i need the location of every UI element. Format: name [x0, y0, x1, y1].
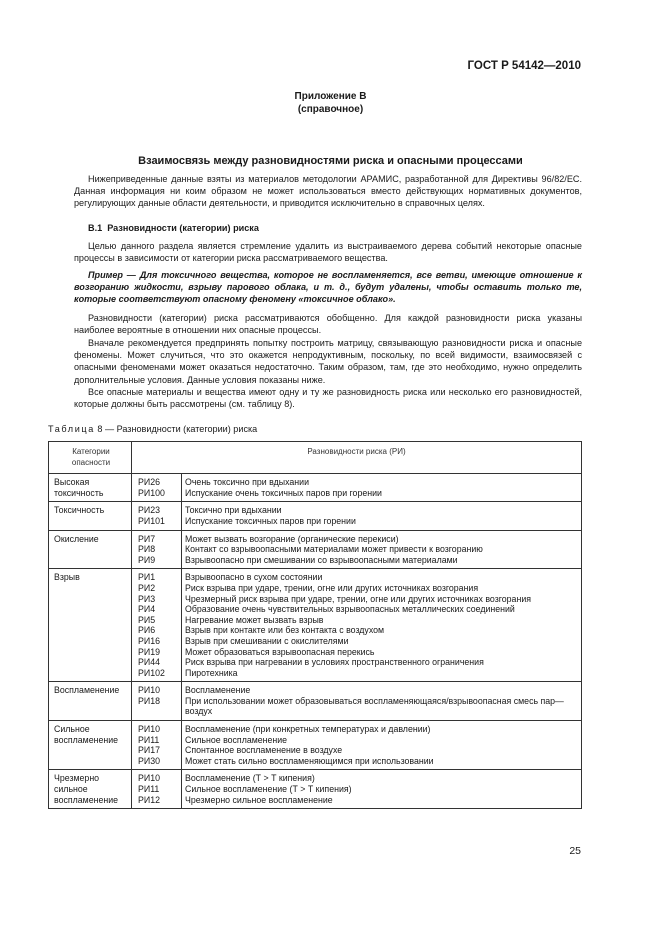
appendix-title: Взаимосвязь между разновидностями риска и опасными процессами	[138, 155, 523, 167]
risk-descriptions-cell	[182, 569, 582, 682]
risk-code: РИ100	[138, 487, 165, 498]
risk-descriptions-cell	[182, 530, 582, 569]
risk-code: РИ16	[138, 635, 160, 646]
section-title: Разновидности (категории) риска	[107, 223, 259, 233]
intro-paragraph: Нижеприведенные данные взяты из материалов методологии АРАМИС, разработанной для Директивы 96/82/ЕС. Данная информация ни коим образом не может использоваться вместо действующих нормативных документов, регулирующих данные области деятельности, и приводится исключительно в справочных целях.	[74, 174, 582, 209]
page-number: 25	[569, 845, 581, 857]
risk-description: Воспламенение (Т > Т кипения)	[185, 773, 315, 784]
risk-description: Риск взрыва при нагревании в условиях пространственного ограничения	[185, 657, 484, 668]
risk-code: РИ12	[138, 794, 160, 805]
hazard-category-cell: Воспламенение	[49, 682, 132, 721]
table-row	[49, 682, 582, 721]
risk-description: Чрезмерный риск взрыва при ударе, трении, огне или других источниках возгорания	[185, 593, 531, 604]
risk-description: Спонтанное воспламенение в воздухе	[185, 745, 343, 756]
risk-description: Чрезмерно сильное воспламенение	[185, 794, 333, 805]
risk-code: РИ7	[138, 533, 156, 544]
risk-code: РИ11	[138, 784, 160, 795]
hazard-category-cell: Токсичность	[49, 502, 132, 530]
section-number: В.1	[88, 223, 103, 233]
risk-codes-cell	[132, 569, 182, 682]
risk-description: Испускание очень токсичных паров при горении	[185, 487, 382, 498]
hazard-category-cell: Окисление	[49, 530, 132, 569]
header-hazard-category: Категории опасности	[49, 442, 132, 474]
risk-descriptions-cell	[182, 502, 582, 530]
table-row	[49, 502, 582, 530]
risk-description: Очень токсично при вдыхании	[185, 477, 309, 488]
risk-code: РИ30	[138, 755, 160, 766]
risk-code: РИ10	[138, 685, 160, 696]
risk-description: Может стать сильно воспламеняющимся при использовании	[185, 755, 434, 766]
risk-code: РИ102	[138, 667, 165, 678]
risk-code: РИ1	[138, 572, 156, 583]
section-heading	[74, 222, 582, 234]
table-row	[49, 474, 582, 502]
risk-code: РИ8	[138, 544, 156, 555]
table-caption	[48, 424, 257, 434]
risk-codes-cell	[132, 770, 182, 809]
risk-descriptions-cell	[182, 770, 582, 809]
risk-description: Взрыв при смешивании с окислителями	[185, 635, 349, 646]
risk-code: РИ18	[138, 695, 160, 706]
risk-code: РИ19	[138, 646, 160, 657]
risk-codes-cell	[132, 530, 182, 569]
risk-description: Испускание токсичных паров при горении	[185, 515, 356, 526]
paragraph-purpose: Целью данного раздела является стремление удалить из выстраиваемого дерева событий некоторые опасные процессы в зависимости от категории риска рассматриваемого вещества.	[74, 241, 582, 264]
risk-code: РИ17	[138, 745, 160, 756]
risk-description: Токсично при вдыхании	[185, 505, 282, 516]
risk-description: Контакт со взрывоопасными материалами может привести к возгоранию	[185, 544, 483, 555]
risk-description: Образование очень чувствительных взрывоопасных металлических соединений	[185, 604, 515, 615]
table-row	[49, 770, 582, 809]
risk-code: РИ5	[138, 614, 156, 625]
table-header-row	[49, 442, 582, 474]
risk-code: РИ9	[138, 554, 156, 565]
risk-description: Может образоваться взрывоопасная перекись	[185, 646, 375, 657]
risk-codes-cell	[132, 721, 182, 770]
appendix-heading	[0, 90, 661, 116]
risk-codes-cell	[132, 474, 182, 502]
risk-description: Сильное воспламенение (Т > Т кипения)	[185, 784, 352, 795]
risk-description: Воспламенение (при конкретных температурах и давлении)	[185, 724, 431, 735]
risk-codes-cell	[132, 682, 182, 721]
appendix-label: Приложение В	[294, 91, 367, 102]
risk-codes-cell	[132, 502, 182, 530]
risk-description: Пиротехника	[185, 667, 238, 678]
header-risk-types: Разновидности риска (РИ)	[132, 442, 582, 474]
risk-code: РИ3	[138, 593, 156, 604]
table-row	[49, 721, 582, 770]
table-caption-text: 8 — Разновидности (категории) риска	[94, 424, 258, 434]
risk-code: РИ11	[138, 734, 160, 745]
paragraph-table-ref: Все опасные материалы и вещества имеют одну и ту же разновидность риска или несколько его разновидностей, которые должны быть рассмотрены (см. таблицу 8).	[74, 387, 582, 410]
risk-description: Может вызвать возгорание (органические перекиси)	[185, 533, 399, 544]
hazard-category-cell: Сильное воспламенение	[49, 721, 132, 770]
risk-code: РИ6	[138, 625, 156, 636]
paragraph-matrix: Вначале рекомендуется предпринять попытку построить матрицу, связывающую разновидности риска и опасные феномены. Может случиться, что это окажется непродуктивным, поскольку, по всей видимости, взаимосвязей с опасными феноменами может оказаться недостаточно. Таким образом, там, где это необходимо, нужно определить дополнительные условия. Данные условия показаны ниже.	[74, 338, 582, 385]
risk-code: РИ44	[138, 657, 160, 668]
appendix-type: (справочное)	[297, 104, 364, 115]
risk-categories-table	[48, 441, 582, 809]
risk-code: РИ23	[138, 505, 160, 516]
risk-description: Взрывоопасно в сухом состоянии	[185, 572, 323, 583]
table-body	[49, 474, 582, 809]
risk-description: Воспламенение	[185, 685, 251, 696]
table-row	[49, 530, 582, 569]
risk-code: РИ4	[138, 604, 156, 615]
paragraph-overview: Разновидности (категории) риска рассматриваются обобщенно. Для каждой разновидности риска указаны наиболее вероятные в отношении них опасные процессы.	[74, 313, 582, 336]
risk-code: РИ2	[138, 582, 156, 593]
risk-code: РИ10	[138, 773, 160, 784]
hazard-category-cell: Чрезмерно сильное воспламенение	[49, 770, 132, 809]
risk-code: РИ10	[138, 724, 160, 735]
hazard-category-cell: Высокая токсичность	[49, 474, 132, 502]
risk-description: Взрыв при контакте или без контакта с воздухом	[185, 625, 385, 636]
risk-description: Нагревание может вызвать взрыв	[185, 614, 324, 625]
risk-descriptions-cell	[182, 721, 582, 770]
risk-descriptions-cell	[182, 682, 582, 721]
example-paragraph: Пример — Для токсичного вещества, которое не воспламеняется, все ветви, имеющие отношение к возгоранию жидкости, взрыву парового облака, и т. д., будут удалены, чтобы оставить только те, которые соответствуют опасному феномену «токсичное облако».	[74, 270, 582, 305]
risk-description: Риск взрыва при ударе, трении, огне или других источниках возгорания	[185, 582, 479, 593]
hazard-category-cell: Взрыв	[49, 569, 132, 682]
risk-descriptions-cell	[182, 474, 582, 502]
risk-description: При использовании может образовываться воспламеняющаяся/взрывоопасная смесь пар—воздух	[185, 695, 564, 717]
risk-description: Сильное воспламенение	[185, 734, 288, 745]
table-row	[49, 569, 582, 682]
document-code: ГОСТ Р 54142—2010	[467, 60, 581, 72]
risk-code: РИ101	[138, 515, 165, 526]
risk-code: РИ26	[138, 477, 160, 488]
table-caption-word: Таблица	[48, 424, 95, 434]
risk-description: Взрывоопасно при смешивании со взрывоопасными материалами	[185, 554, 458, 565]
